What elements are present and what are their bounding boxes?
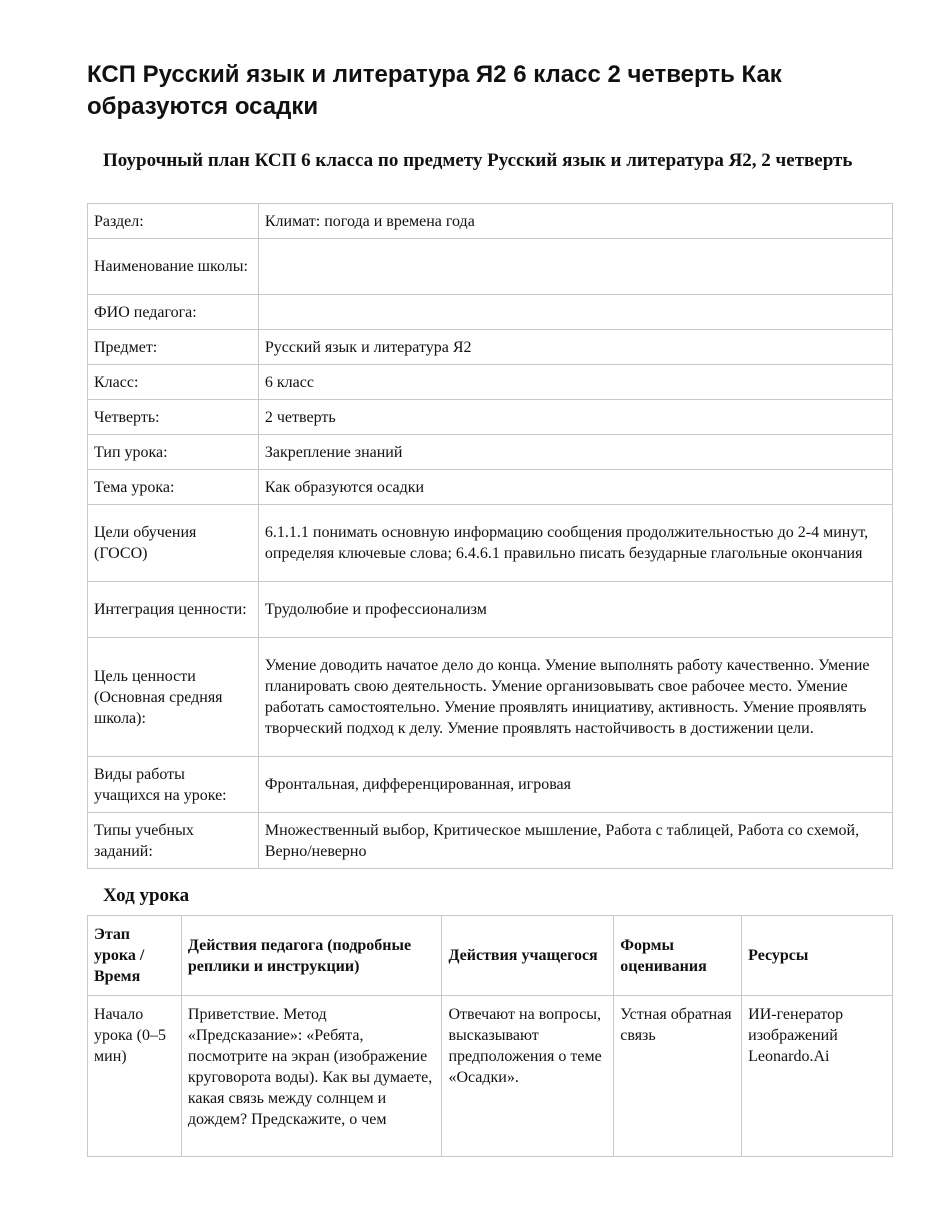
row-value: 6.1.1.1 понимать основную информацию сообщения продолжительностью до 2-4 минут, определяя ключевые слова; 6.4.6.1 правильно писать безударные глагольные окончания [258,505,892,582]
column-header: Ресурсы [742,916,893,996]
table-cell: Приветствие. Метод «Предсказание»: «Ребята, посмотрите на экран (изображение круговорота воды). Как вы думаете, какая связь между солнцем и дождем? Предскажите, о чем [181,996,442,1157]
table-row [88,996,893,1157]
row-value: 2 четверть [258,400,892,435]
table-row [88,505,893,582]
row-label: ФИО педагога: [88,295,259,330]
table-row [88,813,893,869]
row-label: Тема урока: [88,470,259,505]
table-row [88,638,893,757]
row-label: Наименование школы: [88,239,259,295]
row-value: 6 класс [258,365,892,400]
column-header: Этап урока / Время [88,916,182,996]
table-cell: Начало урока (0–5 мин) [88,996,182,1157]
column-header: Действия учащегося [442,916,614,996]
table-row [88,330,893,365]
table-row [88,582,893,638]
table-row [88,295,893,330]
row-label: Раздел: [88,204,259,239]
table-row [88,239,893,295]
table-row [88,400,893,435]
row-value: Закрепление знаний [258,435,892,470]
row-label: Тип урока: [88,435,259,470]
row-value: Как образуются осадки [258,470,892,505]
table-cell: ИИ-генератор изображений Leonardo.Ai [742,996,893,1157]
row-value: Фронтальная, дифференцированная, игровая [258,757,892,813]
column-header: Формы оценивания [614,916,742,996]
row-label: Предмет: [88,330,259,365]
row-value [258,239,892,295]
lesson-info-table [87,203,893,869]
table-row [88,435,893,470]
row-label: Цель ценности (Основная средняя школа): [88,638,259,757]
table-row [88,204,893,239]
row-label: Интеграция ценности: [88,582,259,638]
row-label: Цели обучения (ГОСО) [88,505,259,582]
table-cell: Устная обратная связь [614,996,742,1157]
table-row [88,365,893,400]
row-label: Типы учебных заданий: [88,813,259,869]
row-value: Русский язык и литература Я2 [258,330,892,365]
row-label: Четверть: [88,400,259,435]
row-value [258,295,892,330]
column-header: Действия педагога (подробные реплики и инструкции) [181,916,442,996]
table-row [88,757,893,813]
row-value: Умение доводить начатое дело до конца. Умение выполнять работу качественно. Умение планировать свою деятельность. Умение организовывать свое рабочее место. Умение работать самостоятельно. Умение проявлять инициативу, активность. Умение проявлять творческий подход к делу. Умение проявлять настойчивость в достижении цели. [258,638,892,757]
row-label: Виды работы учащихся на уроке: [88,757,259,813]
row-value: Множественный выбор, Критическое мышление, Работа с таблицей, Работа со схемой, Верно/неверно [258,813,892,869]
table-row [88,470,893,505]
row-label: Класс: [88,365,259,400]
row-value: Трудолюбие и профессионализм [258,582,892,638]
document-title: КСП Русский язык и литература Я2 6 класс 2 четверть Как образуются осадки [87,61,782,120]
table-cell: Отвечают на вопросы, высказывают предположения о теме «Осадки». [442,996,614,1157]
lesson-progress-table [87,915,893,1157]
lesson-progress-heading: Ход урока [103,885,190,906]
row-value: Климат: погода и времена года [258,204,892,239]
table-header-row [88,916,893,996]
plan-heading: Поурочный план КСП 6 класса по предмету Русский язык и литература Я2, 2 четверть [103,150,853,171]
